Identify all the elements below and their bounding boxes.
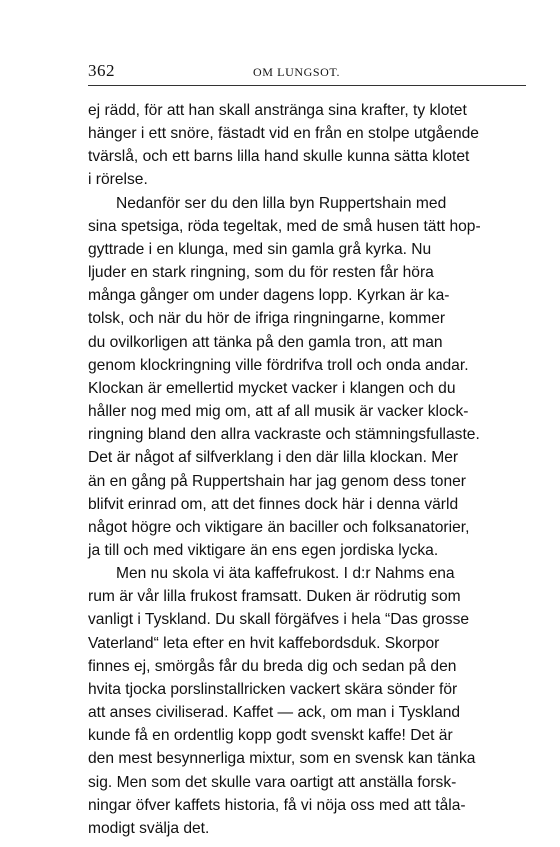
text-line: sina spetsiga, röda tegeltak, med de små husen tätt hop- (88, 217, 481, 235)
text-line: i rörelse. (88, 171, 148, 189)
page-header (88, 61, 526, 83)
text-line: hvita tjocka porslinstallricken vackert skära sönder för (88, 680, 458, 698)
text-line: något högre och viktigare än baciller och folksanatorier, (88, 518, 470, 536)
text-line: blifvit erinrad om, att det finnes dock här i denna värld (88, 495, 459, 513)
text-line: Vaterland“ leta efter en hvit kaffebordsduk. Skorpor (88, 634, 440, 652)
text-line: Det är något af silfverklang i den där lilla klockan. Mer (88, 449, 459, 467)
text-line: tolsk, och när du hör de ifriga ringningarne, kommer (88, 310, 446, 328)
text-line: genom klockringning ville fördrifva troll och onda andar. (88, 356, 469, 374)
text-line: än en gång på Ruppertshain har jag genom dess toner (88, 472, 466, 490)
text-line: tvärslå, och ett barns lilla hand skulle kunna sätta klotet (88, 148, 470, 166)
text-line: den mest besynnerliga mixtur, som en svensk kan tänka (88, 750, 476, 768)
text-line: Klockan är emellertid mycket vacker i klangen och du (88, 379, 456, 397)
text-line: gyttrade i en klunga, med sin gamla grå kyrka. Nu (88, 240, 432, 258)
text-line: hänger i ett snöre, fästadt vid en från en stolpe utgående (88, 125, 479, 143)
text-line: ej rädd, för att han skall anstränga sina krafter, ty klotet (88, 102, 467, 119)
text-line: håller nog med mig om, att af all musik är vacker klock- (88, 403, 469, 421)
text-line: att anses civiliserad. Kaffet — ack, om man i Tyskland (88, 704, 461, 722)
text-line: du ovilkorligen att tänka på den gamla tron, att man (88, 333, 443, 351)
body-text (88, 99, 522, 840)
text-line: modigt svälja det. (88, 819, 210, 837)
text-line: kunde få en ordentlig kopp godt svenskt kaffe! Det är (88, 727, 453, 745)
text-line: rum är vår lilla frukost framsatt. Duken är rödrutig som (88, 588, 461, 606)
text-line: sig. Men som det skulle vara oartigt att anställa forsk- (88, 773, 457, 791)
text-line: många gånger om under dagens lopp. Kyrkan är ka- (88, 287, 450, 305)
text-line: ljuder en stark ringning, som du för resten får höra (88, 264, 434, 282)
page-number: 362 (88, 61, 115, 80)
text-line: finnes ej, smörgås får du breda dig och sedan på den (88, 657, 457, 675)
paragraph-first-line: Men nu skola vi äta kaffefrukost. I d:r Nahms ena (116, 565, 455, 583)
text-line: ja till och med viktigare än ens egen jordiska lycka. (88, 541, 439, 559)
header-rule (88, 85, 526, 86)
paragraph-first-line: Nedanför ser du den lilla byn Ruppertshain med (116, 194, 447, 212)
text-line: ningar öfver kaffets historia, få vi nöja oss med att tåla- (88, 796, 466, 814)
text-line: ringning bland den allra vackraste och stämningsfullaste. (88, 426, 480, 444)
running-head: OM LUNGSOT. (253, 65, 341, 79)
text-line: vanligt i Tyskland. Du skall förgäfves i hela “Das grosse (88, 611, 470, 629)
